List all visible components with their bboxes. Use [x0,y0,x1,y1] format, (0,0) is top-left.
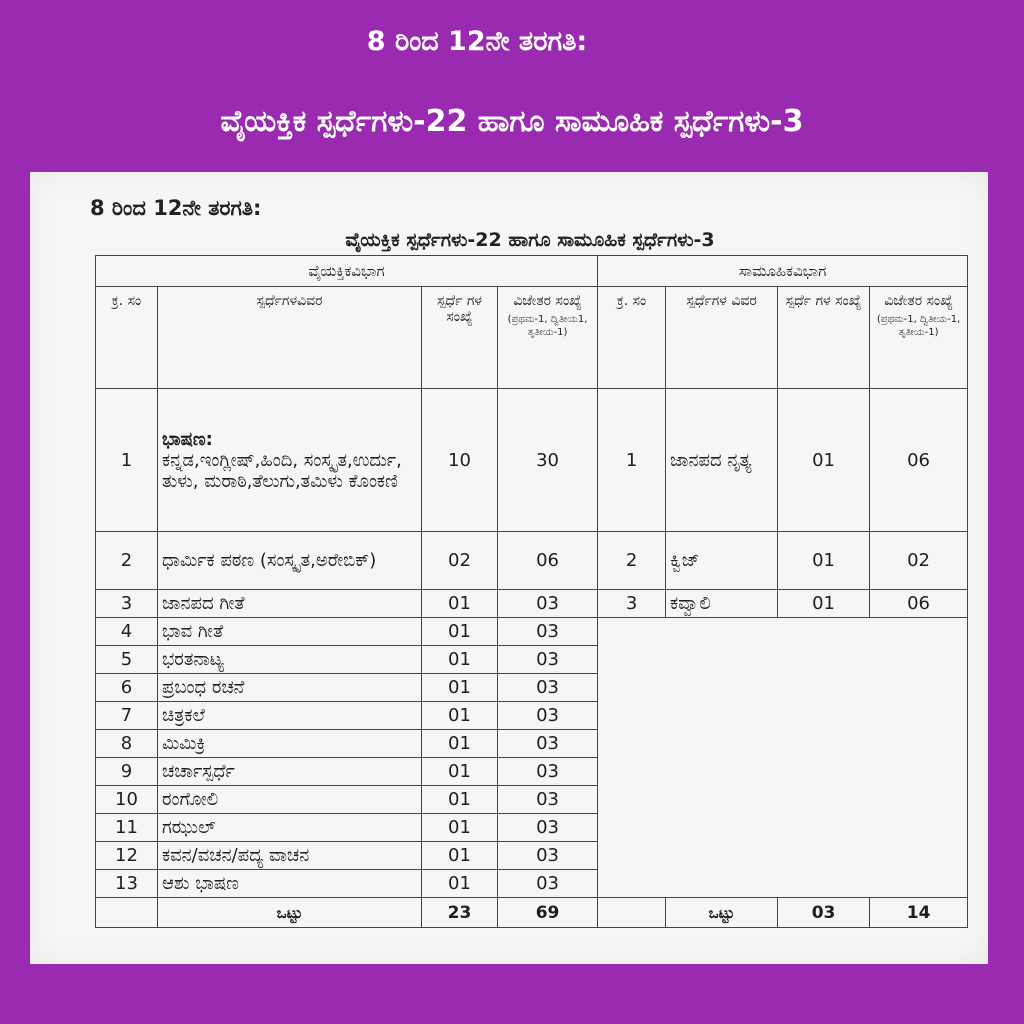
count-header: ಸ್ಪರ್ಧೆ ಗಳ ಸಂಖ್ಯೆ [422,287,498,389]
group-total-blank [598,898,666,928]
row-count: 01 [422,646,498,674]
column-header-row [96,287,968,389]
row-name [158,389,422,532]
row-name: ಚರ್ಚಾಸ್ಪರ್ಧೆ [158,758,422,786]
section-header-row [96,256,968,287]
row-serial: 3 [96,590,158,618]
row-count: 01 [422,758,498,786]
document-subheading: ವೈಯಕ್ತಿಕ ಸ್ಪರ್ಧೆಗಳು-22 ಹಾಗೂ ಸಾಮೂಹಿಕ ಸ್ಪರ್ಧೆಗಳು-3 [345,229,715,251]
group-row-serial: 2 [598,532,666,590]
row-winners: 03 [498,646,598,674]
row-name: ಚಿತ್ರಕಲೆ [158,702,422,730]
row-count: 01 [422,674,498,702]
row-winners: 03 [498,590,598,618]
table-row [96,532,968,590]
row-name: ಕವನ/ವಚನ/ಪದ್ಯ ವಾಚನ [158,842,422,870]
row-winners: 03 [498,870,598,898]
details-header: ಸ್ಪರ್ಧೆಗಳವಿವರ [158,287,422,389]
banner-title: 8 ರಿಂದ 12ನೇ ತರಗತಿ: [366,26,588,57]
row-serial: 12 [96,842,158,870]
row-title: ಭಾಷಣ: [162,428,213,450]
row-serial: 6 [96,674,158,702]
row-winners: 03 [498,786,598,814]
total-label: ಒಟ್ಟು [158,898,422,928]
totals-row [96,898,968,928]
row-count: 01 [422,786,498,814]
group-details-header: ಸ್ಪರ್ಧೆಗಳ ವಿವರ [666,287,778,389]
group-total-count: 03 [778,898,870,928]
row-serial: 8 [96,730,158,758]
row-winners: 03 [498,702,598,730]
row-name: ರಂಗೋಲಿ [158,786,422,814]
total-winners: 69 [498,898,598,928]
group-row-winners: 06 [870,590,968,618]
group-empty-area [598,618,968,898]
banner-subtitle: ವೈಯಕ್ತಿಕ ಸ್ಪರ್ಧೆಗಳು-22 ಹಾಗೂ ಸಾಮೂಹಿಕ ಸ್ಪರ್ಧೆಗಳು-3 [220,104,804,139]
row-name: ಆಶು ಭಾಷಣ [158,870,422,898]
row-count: 01 [422,870,498,898]
row-languages: ಕನ್ನಡ,ಇಂಗ್ಲೀಷ್,ಹಿಂದಿ, ಸಂಸ್ಕೃತ,ಉರ್ದು, ತುಳು, ಮರಾಠಿ,ತೆಲುಗು,ತಮಿಳು ಕೊಂಕಣಿ [162,449,402,492]
row-serial: 4 [96,618,158,646]
group-row-name: ಜಾನಪದ ನೃತ್ಯ [666,389,778,532]
row-name: ಧಾರ್ಮಿಕ ಪಠಣ (ಸಂಸ್ಕೃತ,ಅರೇಬಿಕ್) [158,532,422,590]
group-row-serial: 3 [598,590,666,618]
group-row-winners: 06 [870,389,968,532]
row-name: ಗಝುಲ್ [158,814,422,842]
row-serial: 2 [96,532,158,590]
row-count: 01 [422,730,498,758]
total-count: 23 [422,898,498,928]
row-name: ಮಿಮಿಕ್ರಿ [158,730,422,758]
row-count: 01 [422,814,498,842]
group-section-header: ಸಾಮೂಹಿಕವಿಭಾಗ [598,256,968,287]
winners-header-label: ವಿಜೇತರ ಸಂಖ್ಯೆ [513,293,582,309]
group-row-serial: 1 [598,389,666,532]
table-row [96,590,968,618]
row-winners: 03 [498,842,598,870]
row-winners: 03 [498,758,598,786]
group-winners-header-note: (ಪ್ರಥಮ-1, ದ್ವಿತೀಯ-1, ತೃತೀಯ-1) [876,314,961,338]
row-count: 01 [422,590,498,618]
row-serial: 1 [96,389,158,532]
row-winners: 03 [498,618,598,646]
row-winners: 03 [498,674,598,702]
row-winners: 03 [498,814,598,842]
row-count: 02 [422,532,498,590]
group-row-count: 01 [778,389,870,532]
row-serial: 9 [96,758,158,786]
group-row-count: 01 [778,590,870,618]
table-row [96,618,968,646]
group-winners-header [870,287,968,389]
row-serial: 11 [96,814,158,842]
group-row-name: ಕ್ವಿಜ್ [666,532,778,590]
row-serial: 10 [96,786,158,814]
group-total-label: ಒಟ್ಟು [666,898,778,928]
row-serial: 5 [96,646,158,674]
group-row-count: 01 [778,532,870,590]
row-count: 10 [422,389,498,532]
individual-section-header: ವೈಯಕ್ತಿಕವಿಭಾಗ [96,256,598,287]
group-row-name: ಕವ್ವಾಲಿ [666,590,778,618]
group-count-header: ಸ್ಪರ್ಧೆ ಗಳ ಸಂಖ್ಯೆ [778,287,870,389]
row-serial: 7 [96,702,158,730]
total-blank [96,898,158,928]
row-name: ಭರತನಾಟ್ಯ [158,646,422,674]
winners-header-note: (ಪ್ರಥಮ-1, ದ್ವಿತೀಯ1, ತೃತೀಯ-1) [507,314,588,338]
table-row [96,389,968,532]
row-count: 01 [422,842,498,870]
row-name: ಜಾನಪದ ಗೀತೆ [158,590,422,618]
row-winners: 03 [498,730,598,758]
group-row-winners: 02 [870,532,968,590]
serial-header: ಕ್ರ. ಸಂ [96,287,158,389]
row-name: ಪ್ರಬಂಧ ರಚನೆ [158,674,422,702]
group-total-winners: 14 [870,898,968,928]
row-winners: 30 [498,389,598,532]
competition-table [95,255,968,928]
row-count: 01 [422,702,498,730]
row-serial: 13 [96,870,158,898]
winners-header [498,287,598,389]
group-serial-header: ಕ್ರ. ಸಂ [598,287,666,389]
group-winners-header-label: ವಿಜೇತರ ಸಂಖ್ಯೆ [884,293,953,309]
document-heading: 8 ರಿಂದ 12ನೇ ತರಗತಿ: [90,196,262,220]
row-winners: 06 [498,532,598,590]
row-count: 01 [422,618,498,646]
row-name: ಭಾವ ಗೀತೆ [158,618,422,646]
